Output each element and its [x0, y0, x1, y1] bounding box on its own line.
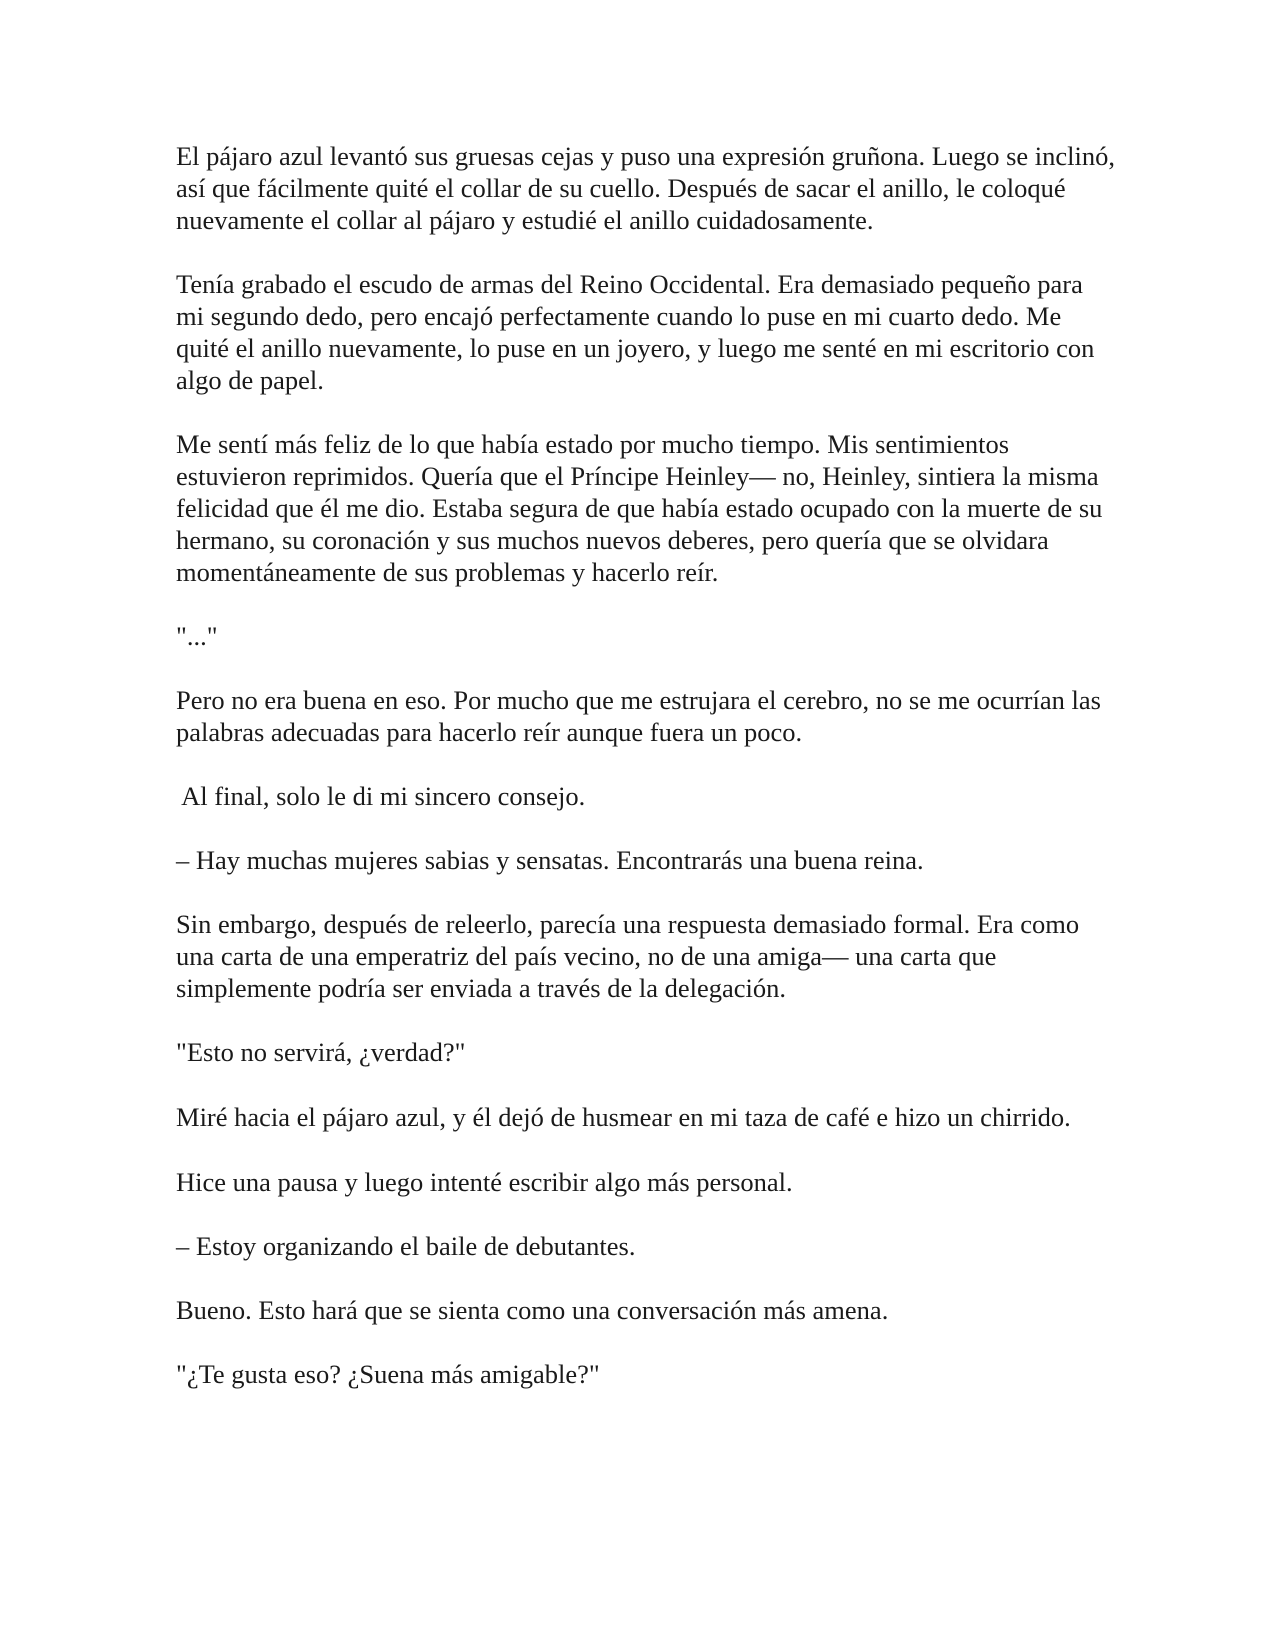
- paragraph-10: Miré hacia el pájaro azul, y él dejó de husmear en mi taza de café e hizo un chirrido.: [176, 1102, 1071, 1132]
- document-body: [176, 140, 1116, 1422]
- paragraph-6: Al final, solo le di mi sincero consejo.: [176, 781, 586, 811]
- paragraph-9: "Esto no servirá, ¿verdad?": [176, 1037, 466, 1067]
- paragraph-11: Hice una pausa y luego intenté escribir algo más personal.: [176, 1167, 793, 1197]
- paragraph-2: Tenía grabado el escudo de armas del Reino Occidental. Era demasiado pequeño para mi segundo dedo, pero encajó perfectamente cuando lo puse en mi cuarto dedo. Me quité el anillo nuevamente, lo puse en un joyero, y luego me senté en mi escritorio con algo de papel.: [176, 269, 1095, 395]
- paragraph-12: – Estoy organizando el baile de debutantes.: [176, 1231, 636, 1261]
- paragraph-1: El pájaro azul levantó sus gruesas cejas y puso una expresión gruñona. Luego se inclinó, así que fácilmente quité el collar de su cuello. Después de sacar el anillo, le coloqué nuevamente el collar al pájaro y estudié el anillo cuidadosamente.: [176, 141, 1116, 235]
- paragraph-7: – Hay muchas mujeres sabias y sensatas. Encontrarás una buena reina.: [176, 845, 924, 875]
- paragraph-5: Pero no era buena en eso. Por mucho que me estrujara el cerebro, no se me ocurrían las palabras adecuadas para hacerlo reír aunque fuera un poco.: [176, 685, 1101, 747]
- paragraph-8: Sin embargo, después de releerlo, parecía una respuesta demasiado formal. Era como una carta de una emperatriz del país vecino, no de una amiga— una carta que simplemente podría ser enviada a través de la delegación.: [176, 909, 1080, 1003]
- paragraph-3: Me sentí más feliz de lo que había estado por mucho tiempo. Mis sentimientos estuvieron reprimidos. Quería que el Príncipe Heinley— no, Heinley, sintiera la misma felicidad que él me dio. Estaba segura de que había estado ocupado con la muerte de su hermano, su coronación y sus muchos nuevos deberes, pero quería que se olvidara momentáneamente de sus problemas y hacerlo reír.: [176, 429, 1103, 587]
- paragraph-ellipsis: "...": [176, 621, 218, 651]
- paragraph-13: Bueno. Esto hará que se sienta como una conversación más amena.: [176, 1295, 889, 1325]
- paragraph-14: "¿Te gusta eso? ¿Suena más amigable?": [176, 1359, 600, 1389]
